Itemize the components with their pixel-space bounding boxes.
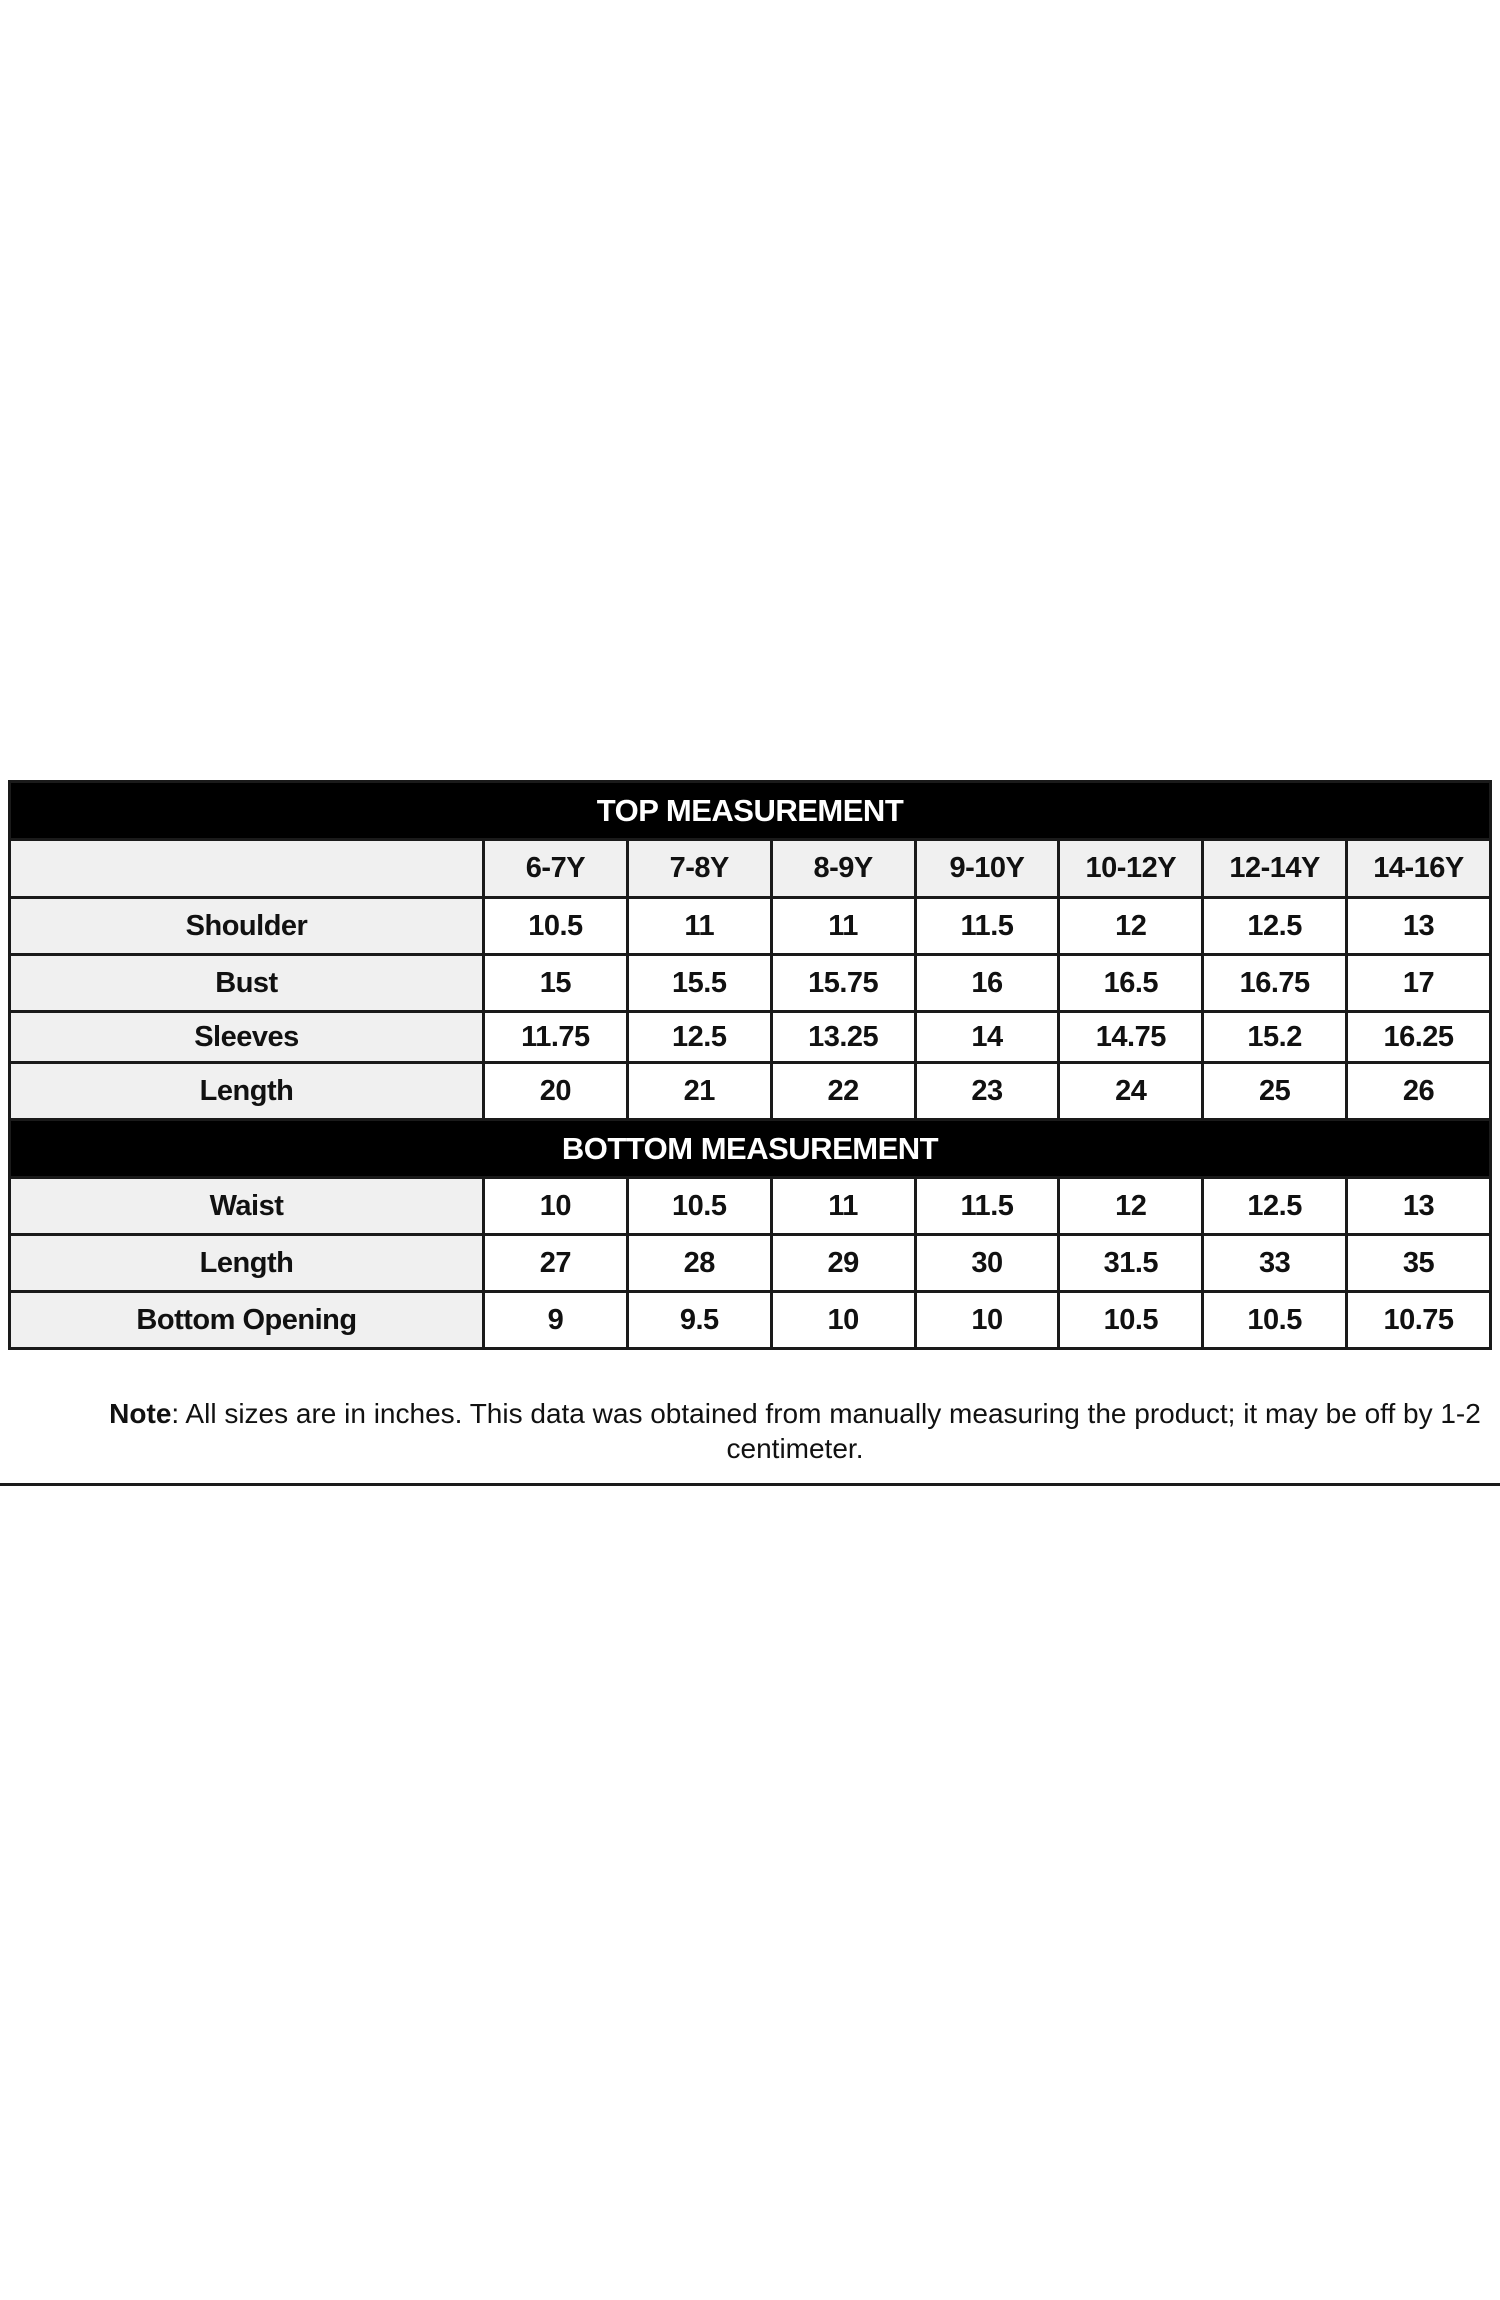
bottom-section-title: BOTTOM MEASUREMENT: [10, 1120, 1491, 1178]
measurement-cell: 16.75: [1203, 955, 1347, 1012]
measurement-cell: 23: [915, 1063, 1059, 1120]
size-header-cell: 7-8Y: [627, 840, 771, 898]
measurement-cell: 9.5: [627, 1292, 771, 1349]
row-label: Bust: [10, 955, 484, 1012]
top-section-title: TOP MEASUREMENT: [10, 782, 1491, 840]
size-header-cell: 12-14Y: [1203, 840, 1347, 898]
measurement-cell: 13.25: [771, 1012, 915, 1063]
measurement-cell: 13: [1347, 898, 1491, 955]
measurement-cell: 28: [627, 1235, 771, 1292]
measurement-cell: 11.5: [915, 1178, 1059, 1235]
measurement-cell: 12.5: [627, 1012, 771, 1063]
measurement-cell: 11: [771, 898, 915, 955]
measurement-cell: 27: [484, 1235, 628, 1292]
row-label: Waist: [10, 1178, 484, 1235]
measurement-cell: 22: [771, 1063, 915, 1120]
measurement-cell: 26: [1347, 1063, 1491, 1120]
measurement-cell: 11.5: [915, 898, 1059, 955]
size-header-row: [10, 840, 1491, 898]
measurement-cell: 13: [1347, 1178, 1491, 1235]
measurement-cell: 12.5: [1203, 1178, 1347, 1235]
measurement-cell: 14: [915, 1012, 1059, 1063]
measurement-cell: 10.5: [627, 1178, 771, 1235]
measurement-cell: 14.75: [1059, 1012, 1203, 1063]
measurement-cell: 11.75: [484, 1012, 628, 1063]
measurement-cell: 33: [1203, 1235, 1347, 1292]
measurement-cell: 29: [771, 1235, 915, 1292]
measurement-cell: 16.25: [1347, 1012, 1491, 1063]
measurement-cell: 10.5: [1203, 1292, 1347, 1349]
table-row: [10, 1235, 1491, 1292]
measurement-cell: 12.5: [1203, 898, 1347, 955]
size-header-cell: 14-16Y: [1347, 840, 1491, 898]
bottom-section-header: [10, 1120, 1491, 1178]
table-row: [10, 898, 1491, 955]
row-label: Bottom Opening: [10, 1292, 484, 1349]
size-header-cell: 8-9Y: [771, 840, 915, 898]
measurement-cell: 25: [1203, 1063, 1347, 1120]
divider: [0, 1483, 1500, 1486]
note-body: : All sizes are in inches. This data was obtained from manually measuring the product; it may be off by 1-2 centimeter.: [171, 1398, 1481, 1464]
measurement-cell: 10.5: [1059, 1292, 1203, 1349]
measurement-cell: 10: [771, 1292, 915, 1349]
measurement-cell: 16: [915, 955, 1059, 1012]
measurement-cell: 31.5: [1059, 1235, 1203, 1292]
measurement-cell: 10.5: [484, 898, 628, 955]
measurement-cell: 11: [771, 1178, 915, 1235]
measurement-cell: 15.2: [1203, 1012, 1347, 1063]
measurement-cell: 35: [1347, 1235, 1491, 1292]
measurement-cell: 10: [915, 1292, 1059, 1349]
measurement-cell: 21: [627, 1063, 771, 1120]
row-label: Sleeves: [10, 1012, 484, 1063]
size-header-cell: 10-12Y: [1059, 840, 1203, 898]
note-text: [100, 1396, 1490, 1466]
measurement-cell: 15.5: [627, 955, 771, 1012]
measurement-cell: 9: [484, 1292, 628, 1349]
size-chart-table: [8, 780, 1492, 1350]
measurement-cell: 11: [627, 898, 771, 955]
measurement-cell: 17: [1347, 955, 1491, 1012]
size-header-cell: 6-7Y: [484, 840, 628, 898]
top-section-header: [10, 782, 1491, 840]
row-label: Length: [10, 1063, 484, 1120]
size-header-blank: [10, 840, 484, 898]
measurement-cell: 20: [484, 1063, 628, 1120]
measurement-cell: 10: [484, 1178, 628, 1235]
measurement-cell: 30: [915, 1235, 1059, 1292]
table-row: [10, 1178, 1491, 1235]
size-header-cell: 9-10Y: [915, 840, 1059, 898]
measurement-cell: 15: [484, 955, 628, 1012]
row-label: Shoulder: [10, 898, 484, 955]
row-label: Length: [10, 1235, 484, 1292]
measurement-cell: 24: [1059, 1063, 1203, 1120]
table-row: [10, 1292, 1491, 1349]
table-row: [10, 1063, 1491, 1120]
measurement-cell: 12: [1059, 1178, 1203, 1235]
measurement-cell: 12: [1059, 898, 1203, 955]
measurement-cell: 16.5: [1059, 955, 1203, 1012]
note-label: Note: [109, 1398, 172, 1429]
table-row: [10, 1012, 1491, 1063]
measurement-cell: 15.75: [771, 955, 915, 1012]
table-row: [10, 955, 1491, 1012]
measurement-cell: 10.75: [1347, 1292, 1491, 1349]
